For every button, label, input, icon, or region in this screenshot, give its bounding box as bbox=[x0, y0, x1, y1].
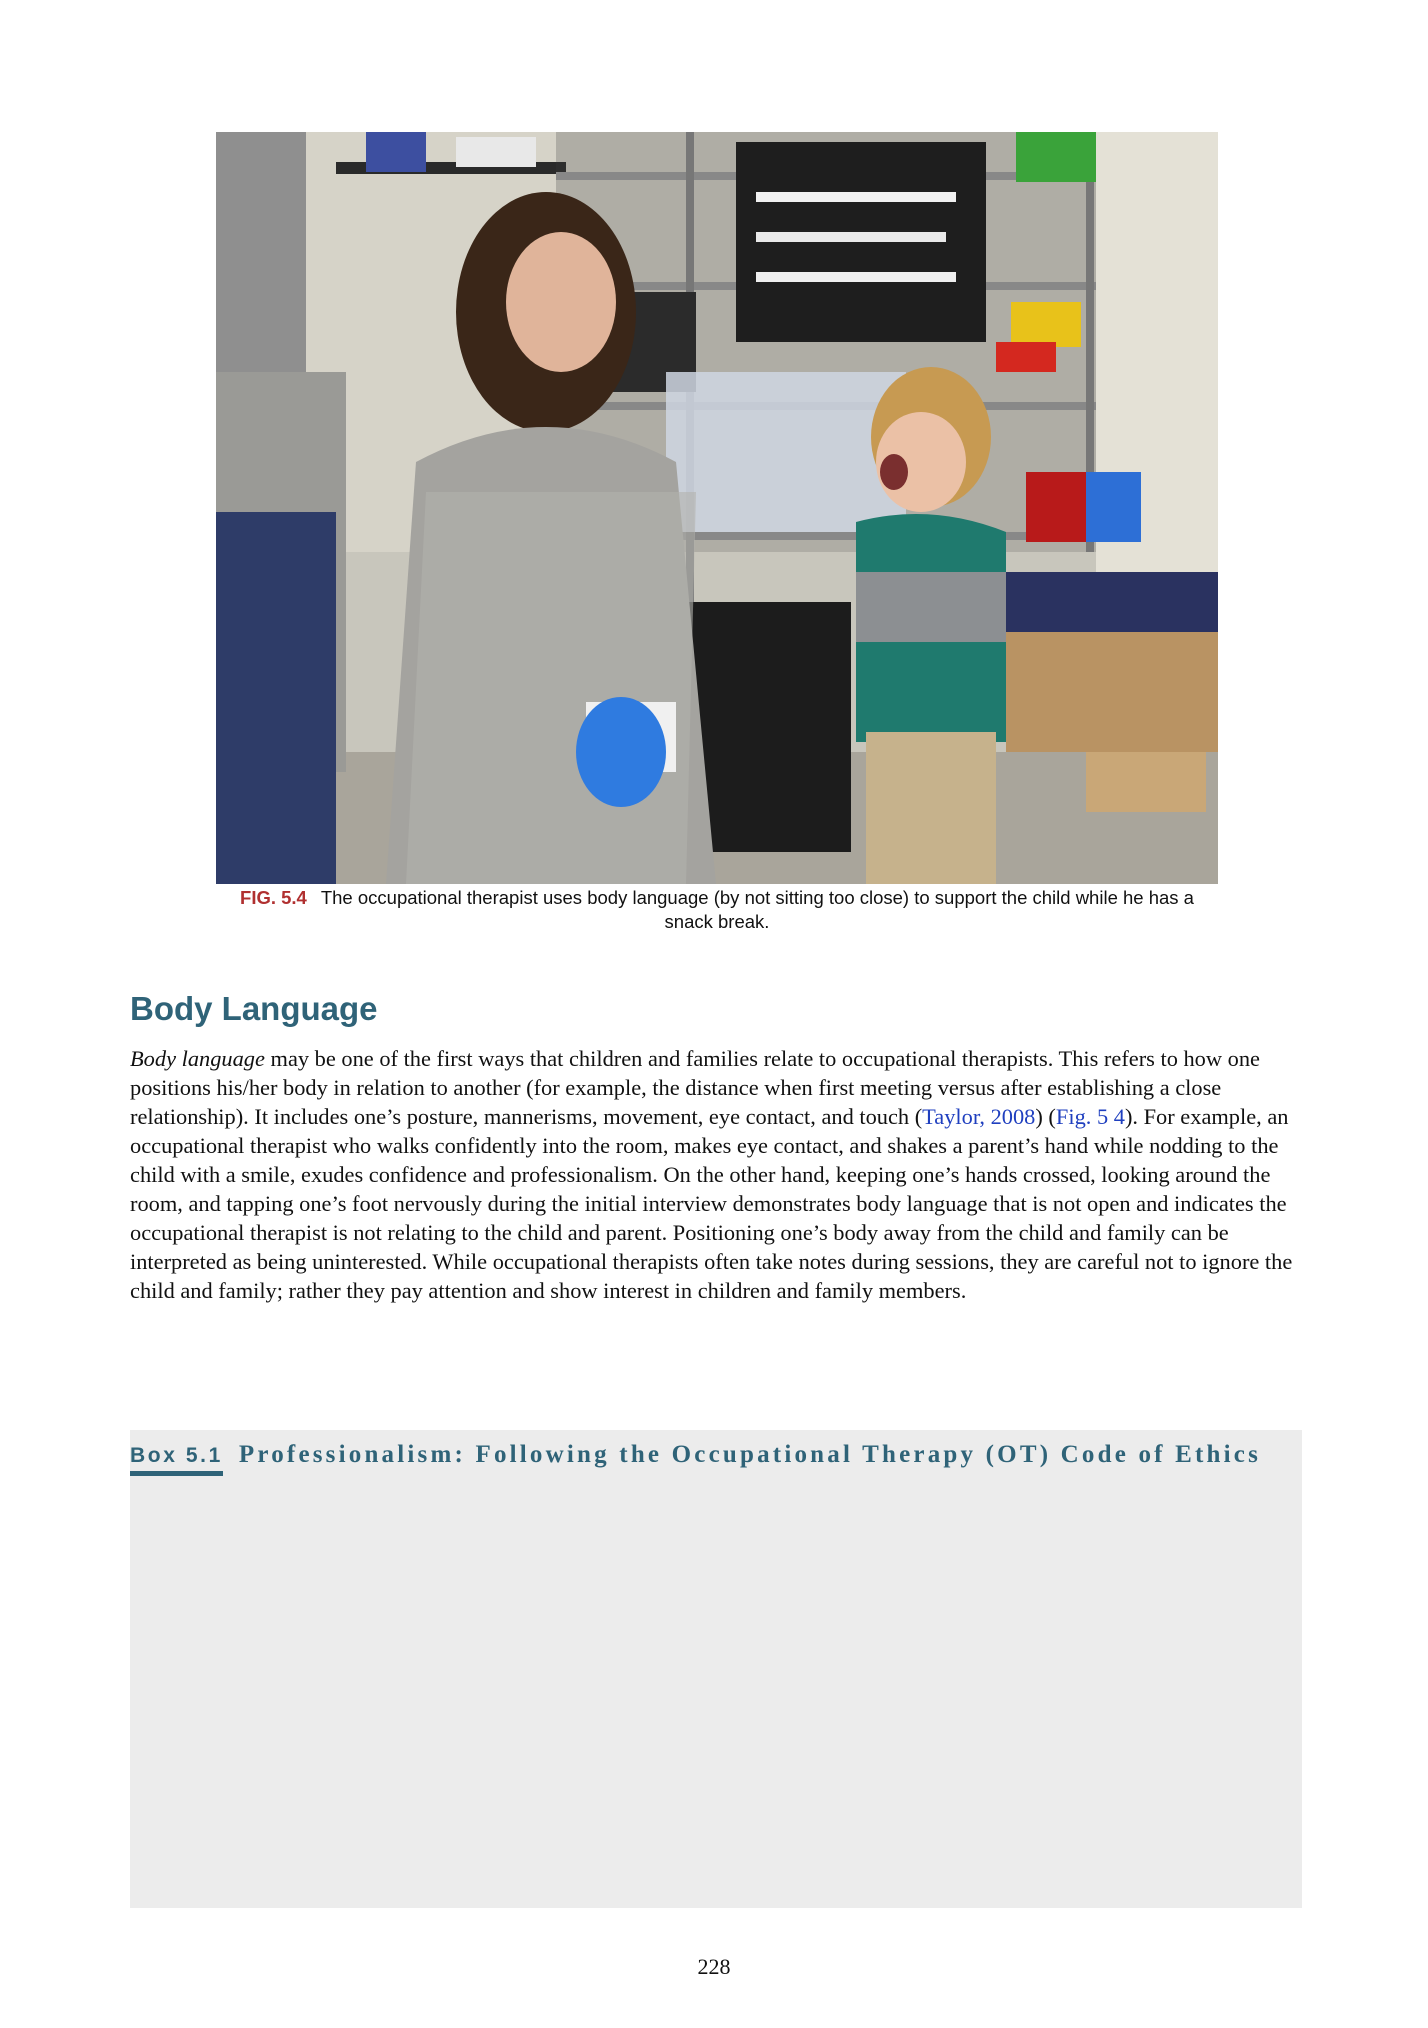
figure-label: FIG. 5.4 bbox=[240, 887, 307, 908]
box-label: Box 5.1 bbox=[130, 1441, 223, 1476]
box-5-1 bbox=[130, 1430, 1302, 1908]
paragraph-part-1: may be one of the first ways that children and families relate to occupational therapists. This refers to how one positions his/her body in relation to another (for example, the distance when first meeting versus after establishing a close relationship). It includes one’s posture, mannerisms, movement, eye contact, and touch ( bbox=[130, 1046, 1260, 1129]
body-paragraph bbox=[130, 1044, 1302, 1305]
figure-caption bbox=[216, 886, 1218, 934]
citation-link-taylor-2008[interactable]: Taylor, 2008 bbox=[922, 1104, 1036, 1129]
figure-reference-link[interactable]: Fig. 5 4 bbox=[1055, 1104, 1125, 1129]
term-body-language: Body language bbox=[130, 1046, 265, 1071]
box-title bbox=[130, 1434, 1302, 1476]
box-title-text: Professionalism: Following the Occupational Therapy (OT) Code of Ethics bbox=[238, 1441, 1262, 1468]
paragraph-part-3: ). For example, an occupational therapist who walks confidently into the room, makes eye contact, and shakes a parent’s hand while nodding to the child with a smile, exudes confidence and professionalism. On the other hand, keeping one’s hands crossed, looking around the room, and tapping one’s foot nervously during the initial interview demonstrates body language that is not open and indicates the occupational therapist is not relating to the child and parent. Positioning one’s body away from the child and family can be interpreted as being uninterested. While occupational therapists often take notes during sessions, they are careful not to ignore the child and family; rather they pay attention and show interest in children and family members. bbox=[130, 1104, 1293, 1303]
paragraph-part-2: ) ( bbox=[1035, 1104, 1056, 1129]
figure-caption-text: The occupational therapist uses body language (by not sitting too close) to support the child while he has a snack break. bbox=[320, 887, 1194, 932]
photo-illustration bbox=[216, 132, 1218, 884]
page-number: 228 bbox=[697, 1954, 731, 1979]
figure-photo bbox=[216, 132, 1218, 884]
section-heading: Body Language bbox=[130, 990, 378, 1027]
